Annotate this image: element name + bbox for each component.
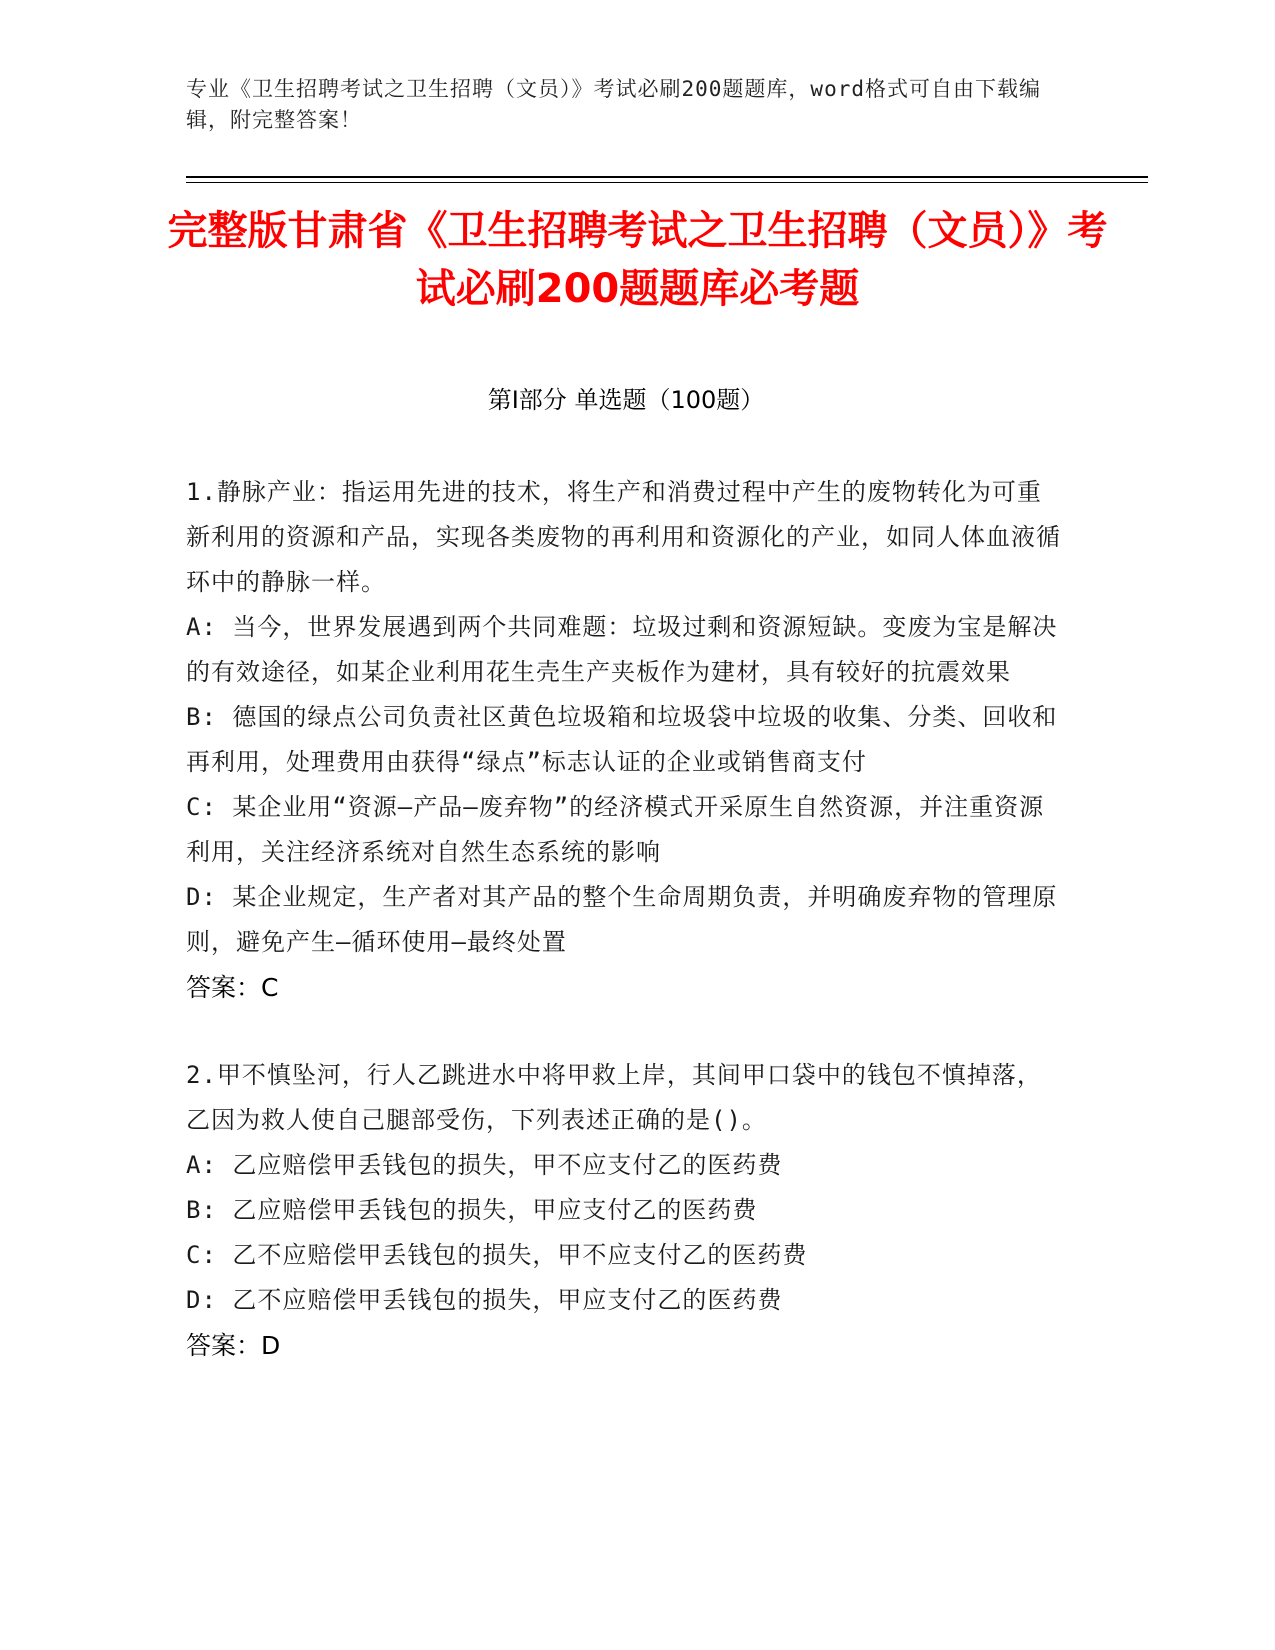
question-stem: 2.甲不慎坠河，行人乙跳进水中将甲救上岸，其间甲口袋中的钱包不慎掉落，乙因为救人使自己腿部受伤，下列表述正确的是()。	[186, 1061, 1042, 1134]
option-a: A: 当今，世界发展遇到两个共同难题：垃圾过剩和资源短缺。变废为宝是解决的有效途径，如某企业利用花生壳生产夹板作为建材，具有较好的抗震效果	[186, 613, 1058, 686]
header-note: 专业《卫生招聘考试之卫生招聘（文员）》考试必刷200题题库，word格式可自由下载编辑，附完整答案！	[186, 77, 1041, 132]
option-c: C: 某企业用“资源—产品—废弃物”的经济模式开采原生自然资源，并注重资源利用，关注经济系统对自然生态系统的影响	[186, 793, 1045, 866]
page-title: 完整版甘肃省《卫生招聘考试之卫生招聘（文员）》考试必刷200题题库必考题	[167, 208, 1108, 312]
option-b: B: 乙应赔偿甲丢钱包的损失，甲应支付乙的医药费	[186, 1196, 758, 1224]
answer-text: 答案：C	[186, 973, 279, 1002]
question-list	[186, 470, 1066, 1411]
header-rule-thin	[186, 182, 1148, 183]
question-item	[186, 1053, 1066, 1368]
option-d: D: 某企业规定，生产者对其产品的整个生命周期负责，并明确废弃物的管理原则，避免产生—循环使用—最终处置	[186, 883, 1058, 956]
option-d: D: 乙不应赔偿甲丢钱包的损失，甲应支付乙的医药费	[186, 1286, 783, 1314]
question-stem: 1.静脉产业：指运用先进的技术，将生产和消费过程中产生的废物转化为可重新利用的资源和产品，实现各类废物的再利用和资源化的产业，如同人体血液循环中的静脉一样。	[186, 478, 1061, 596]
option-c: C: 乙不应赔偿甲丢钱包的损失，甲不应支付乙的医药费	[186, 1241, 808, 1269]
option-b: B: 德国的绿点公司负责社区黄色垃圾箱和垃圾袋中垃圾的收集、分类、回收和再利用，处理费用由获得“绿点”标志认证的企业或销售商支付	[186, 703, 1058, 776]
question-item	[186, 470, 1066, 1010]
header-rule-thick	[186, 176, 1148, 178]
option-a: A: 乙应赔偿甲丢钱包的损失，甲不应支付乙的医药费	[186, 1151, 783, 1179]
answer-text: 答案：D	[186, 1331, 281, 1360]
section-title: 第Ⅰ部分 单选题（100题）	[487, 386, 765, 414]
